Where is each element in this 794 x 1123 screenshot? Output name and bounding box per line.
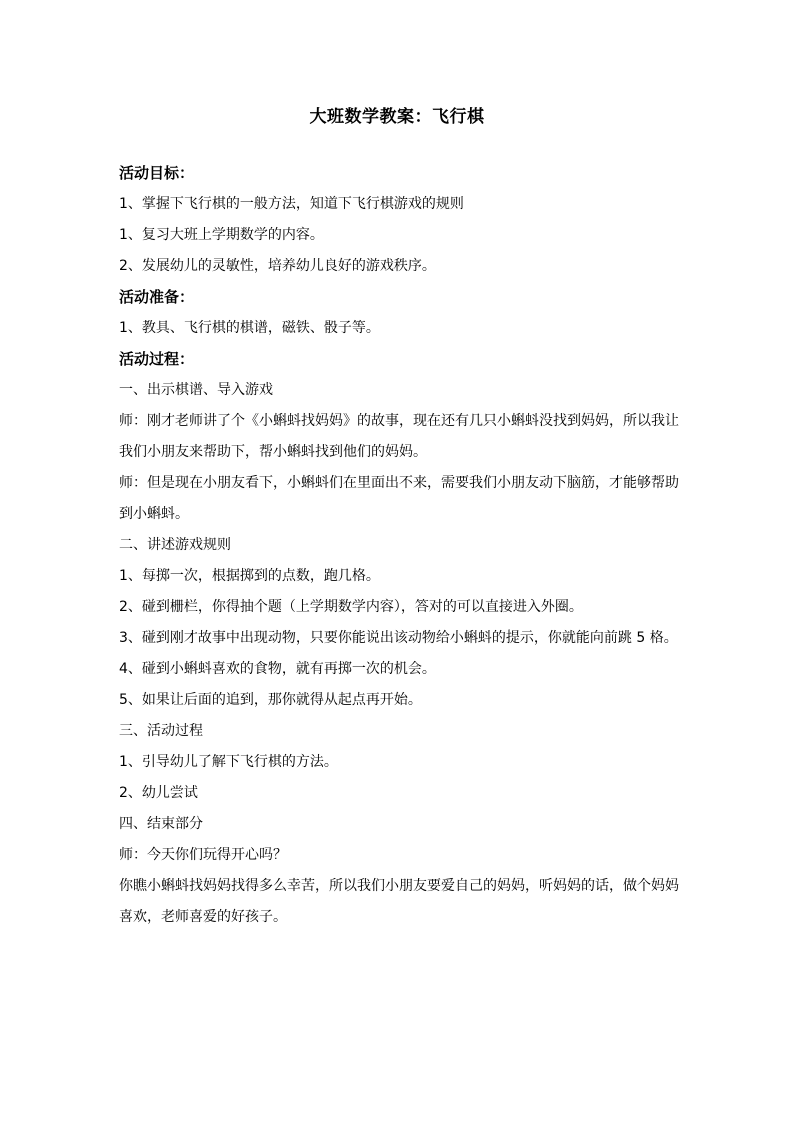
prep-heading: 活动准备： (119, 288, 195, 306)
document-body (119, 158, 679, 933)
goal-item: 1、掌握下飞行棋的一般方法，知道下飞行棋游戏的规则 (119, 196, 464, 212)
prep-item: 1、教具、飞行棋的棋谱，磁铁、骰子等。 (119, 320, 380, 336)
end-question: 师：今天你们玩得开心吗？ (119, 847, 287, 863)
section-1-paragraph: 师：但是现在小朋友看下，小蝌蚪们在里面出不来，需要我们小朋友动下脑筋，才能够帮助到小蝌蚪。 (119, 475, 679, 522)
rule-item: 4、碰到小蝌蚪喜欢的食物，就有再掷一次的机会。 (119, 661, 436, 677)
process-heading: 活动过程： (119, 350, 195, 368)
section-3-title: 三、活动过程 (119, 723, 203, 739)
rule-item: 5、如果让后面的追到，那你就得从起点再开始。 (119, 692, 422, 708)
end-paragraph: 你瞧小蝌蚪找妈妈找得多么幸苦，所以我们小朋友要爱自己的妈妈，听妈妈的话，做个妈妈喜欢，老师喜爱的好孩子。 (119, 878, 679, 925)
step-item: 1、引导幼儿了解下飞行棋的方法。 (119, 754, 338, 770)
goal-item: 2、发展幼儿的灵敏性，培养幼儿良好的游戏秩序。 (119, 258, 436, 274)
rule-item: 1、每掷一次，根据掷到的点数，跑几格。 (119, 568, 380, 584)
goals-heading: 活动目标： (119, 164, 195, 182)
section-2-title: 二、讲述游戏规则 (119, 537, 231, 553)
rule-item: 2、碰到栅栏，你得抽个题（上学期数学内容），答对的可以直接进入外圈。 (119, 599, 583, 615)
document-title: 大班数学教案：飞行棋 (309, 107, 485, 127)
section-1-paragraph: 师：刚才老师讲了个《小蝌蚪找妈妈》的故事，现在还有几只小蝌蚪没找到妈妈，所以我让我们小朋友来帮助下，帮小蝌蚪找到他们的妈妈。 (119, 413, 679, 460)
rule-item: 3、碰到刚才故事中出现动物，只要你能说出该动物给小蝌蚪的提示，你就能向前跳 5 格。 (119, 630, 678, 646)
step-item: 2、幼儿尝试 (119, 785, 198, 801)
section-4-title: 四、结束部分 (119, 816, 203, 832)
goal-item: 1、复习大班上学期数学的内容。 (119, 227, 324, 243)
section-1-title: 一、出示棋谱、导入游戏 (119, 382, 273, 398)
